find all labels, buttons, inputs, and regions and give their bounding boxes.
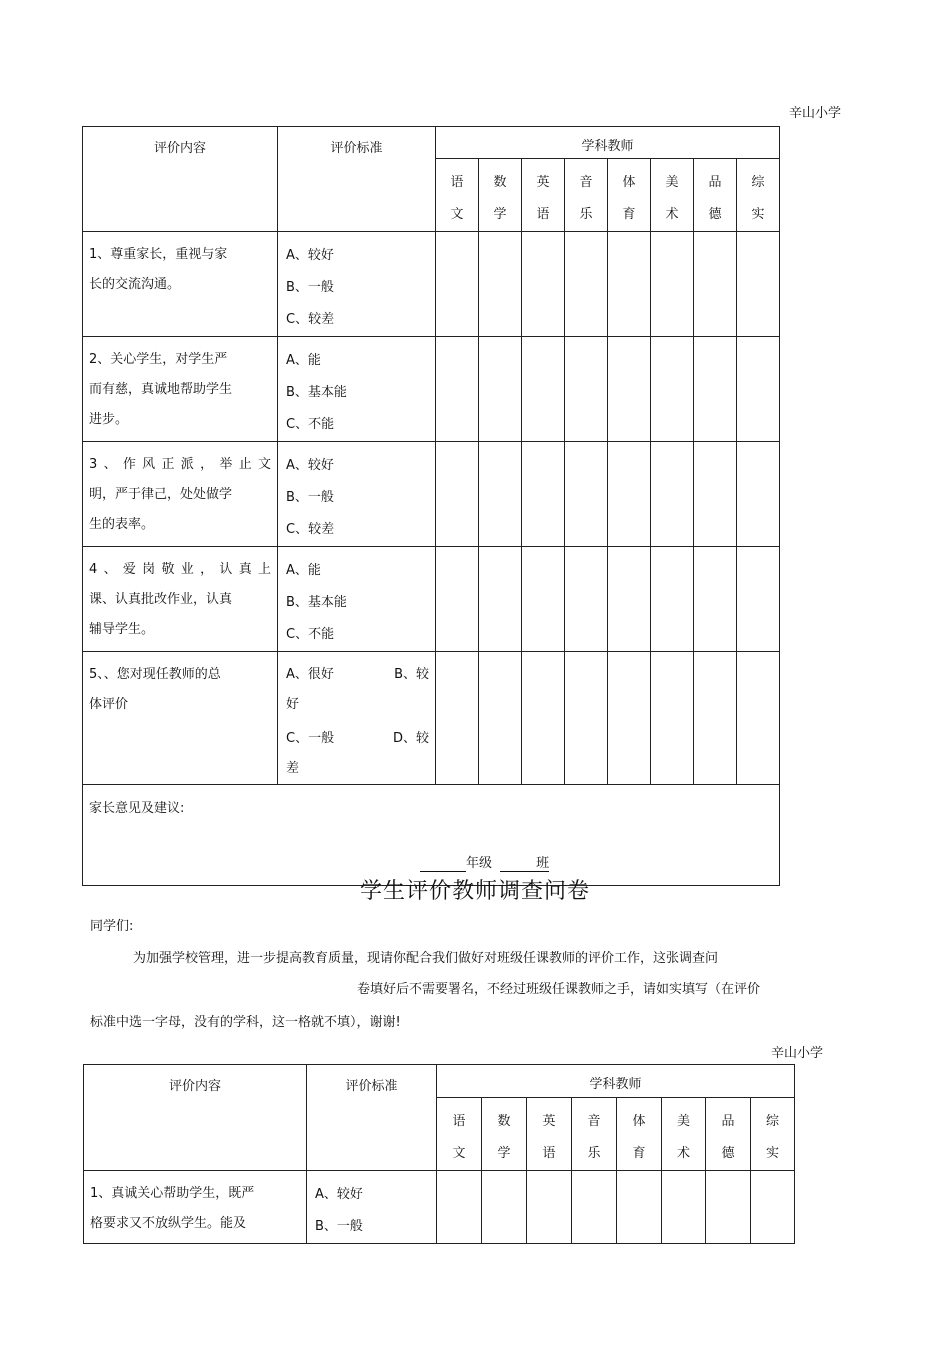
- rating-cell[interactable]: [737, 232, 780, 337]
- rating-cell[interactable]: [651, 652, 694, 785]
- rating-cell[interactable]: [482, 1171, 527, 1244]
- rating-cell[interactable]: [694, 232, 737, 337]
- header-standard: 评价标准: [307, 1065, 437, 1171]
- subject-chinese: 语 文: [437, 1098, 482, 1171]
- rating-cell[interactable]: [706, 1171, 751, 1244]
- eval-standard: A、较好 B、一般: [307, 1171, 437, 1244]
- rating-cell[interactable]: [479, 442, 522, 547]
- grade-blank[interactable]: [420, 857, 466, 872]
- rating-cell[interactable]: [651, 232, 694, 337]
- rating-cell[interactable]: [522, 652, 565, 785]
- intro-line-1: 为加强学校管理，进一步提高教育质量，现请你配合我们做好对班级任课教师的评价工作，这张调查问: [133, 951, 719, 966]
- rating-cell[interactable]: [572, 1171, 617, 1244]
- rating-cell[interactable]: [522, 442, 565, 547]
- rating-cell[interactable]: [737, 547, 780, 652]
- rating-cell[interactable]: [651, 442, 694, 547]
- intro-line-3: 标准中选一字母，没有的学科，这一格就不填），谢谢!: [90, 1015, 401, 1030]
- rating-cell[interactable]: [479, 232, 522, 337]
- eval-standard: A、能 B、基本能 C、不能: [278, 547, 436, 652]
- header-teachers: 学科教师: [436, 127, 780, 159]
- subject-math: 数 学: [479, 159, 522, 232]
- rating-cell[interactable]: [522, 337, 565, 442]
- subject-pe: 体 育: [617, 1098, 662, 1171]
- rating-cell[interactable]: [565, 232, 608, 337]
- subject-art: 美 术: [651, 159, 694, 232]
- subject-math: 数 学: [482, 1098, 527, 1171]
- rating-cell[interactable]: [479, 337, 522, 442]
- school-name-bottom: 辛山小学: [771, 1046, 824, 1061]
- eval-standard: A、很好 B、较 好 C、一般 D、较 差: [278, 652, 436, 785]
- rating-cell[interactable]: [437, 1171, 482, 1244]
- table-row: [83, 337, 780, 442]
- page-title: 学生评价教师调查问卷: [359, 879, 590, 904]
- intro-line-2: 卷填好后不需要署名，不经过班级任课教师之手，请如实填写（在评价: [357, 982, 761, 997]
- rating-cell[interactable]: [436, 442, 479, 547]
- rating-cell[interactable]: [436, 547, 479, 652]
- rating-cell[interactable]: [608, 232, 651, 337]
- rating-cell[interactable]: [479, 547, 522, 652]
- eval-standard: A、能 B、基本能 C、不能: [278, 337, 436, 442]
- subject-art: 美 术: [662, 1098, 706, 1171]
- parent-evaluation-table: [82, 126, 780, 886]
- rating-cell[interactable]: [527, 1171, 572, 1244]
- rating-cell[interactable]: [694, 337, 737, 442]
- rating-cell[interactable]: [751, 1171, 795, 1244]
- feedback-label: 家长意见及建议:: [89, 801, 185, 816]
- rating-cell[interactable]: [565, 652, 608, 785]
- grade-label: 年级: [466, 856, 493, 871]
- table-row: [83, 547, 780, 652]
- table-row: [83, 652, 780, 785]
- rating-cell[interactable]: [651, 547, 694, 652]
- rating-cell[interactable]: [662, 1171, 706, 1244]
- rating-cell[interactable]: [565, 337, 608, 442]
- rating-cell[interactable]: [651, 337, 694, 442]
- rating-cell[interactable]: [522, 232, 565, 337]
- greeting: 同学们:: [90, 919, 134, 934]
- header-teachers: 学科教师: [437, 1065, 795, 1098]
- class-blank[interactable]: [500, 857, 536, 872]
- header-content: 评价内容: [83, 127, 278, 232]
- rating-cell[interactable]: [737, 652, 780, 785]
- rating-cell[interactable]: [694, 442, 737, 547]
- rating-cell[interactable]: [608, 652, 651, 785]
- subject-english: 英 语: [522, 159, 565, 232]
- school-name-top: 辛山小学: [789, 106, 842, 121]
- table-row: [83, 232, 780, 337]
- rating-cell[interactable]: [436, 652, 479, 785]
- table-row: [83, 442, 780, 547]
- subject-english: 英 语: [527, 1098, 572, 1171]
- subject-morality: 品 德: [694, 159, 737, 232]
- grade-class-line: [420, 852, 549, 872]
- rating-cell[interactable]: [608, 337, 651, 442]
- subject-morality: 品 德: [706, 1098, 751, 1171]
- subject-music: 音 乐: [565, 159, 608, 232]
- student-evaluation-table: [83, 1064, 795, 1244]
- rating-cell[interactable]: [694, 652, 737, 785]
- subject-music: 音 乐: [572, 1098, 617, 1171]
- rating-cell[interactable]: [737, 442, 780, 547]
- header-standard: 评价标准: [278, 127, 436, 232]
- rating-cell[interactable]: [565, 547, 608, 652]
- rating-cell[interactable]: [737, 337, 780, 442]
- rating-cell[interactable]: [436, 232, 479, 337]
- rating-cell[interactable]: [436, 337, 479, 442]
- eval-content: 1、真诚关心帮助学生，既严 格要求又不放纵学生。能及: [84, 1171, 307, 1244]
- table-row: [84, 1171, 795, 1244]
- rating-cell[interactable]: [565, 442, 608, 547]
- eval-content: 1、尊重家长，重视与家 长的交流沟通。: [83, 232, 278, 337]
- subject-practice: 综 实: [751, 1098, 795, 1171]
- rating-cell[interactable]: [617, 1171, 662, 1244]
- eval-standard: A、较好 B、一般 C、较差: [278, 442, 436, 547]
- eval-standard: A、较好 B、一般 C、较差: [278, 232, 436, 337]
- subject-practice: 综 实: [737, 159, 780, 232]
- rating-cell[interactable]: [522, 547, 565, 652]
- rating-cell[interactable]: [694, 547, 737, 652]
- eval-content: 5、、您对现任教师的总 体评价: [83, 652, 278, 785]
- subject-pe: 体 育: [608, 159, 651, 232]
- eval-content: 4、爱岗敬业，认真上 课、认真批改作业，认真 辅导学生。: [83, 547, 278, 652]
- class-label: 班: [536, 856, 550, 871]
- eval-content: 3、作风正派，举止文 明，严于律己，处处做学 生的表率。: [83, 442, 278, 547]
- eval-content: 2、关心学生，对学生严 而有慈，真诚地帮助学生 进步。: [83, 337, 278, 442]
- rating-cell[interactable]: [479, 652, 522, 785]
- header-content: 评价内容: [84, 1065, 307, 1171]
- subject-chinese: 语 文: [436, 159, 479, 232]
- rating-cell[interactable]: [608, 442, 651, 547]
- rating-cell[interactable]: [608, 547, 651, 652]
